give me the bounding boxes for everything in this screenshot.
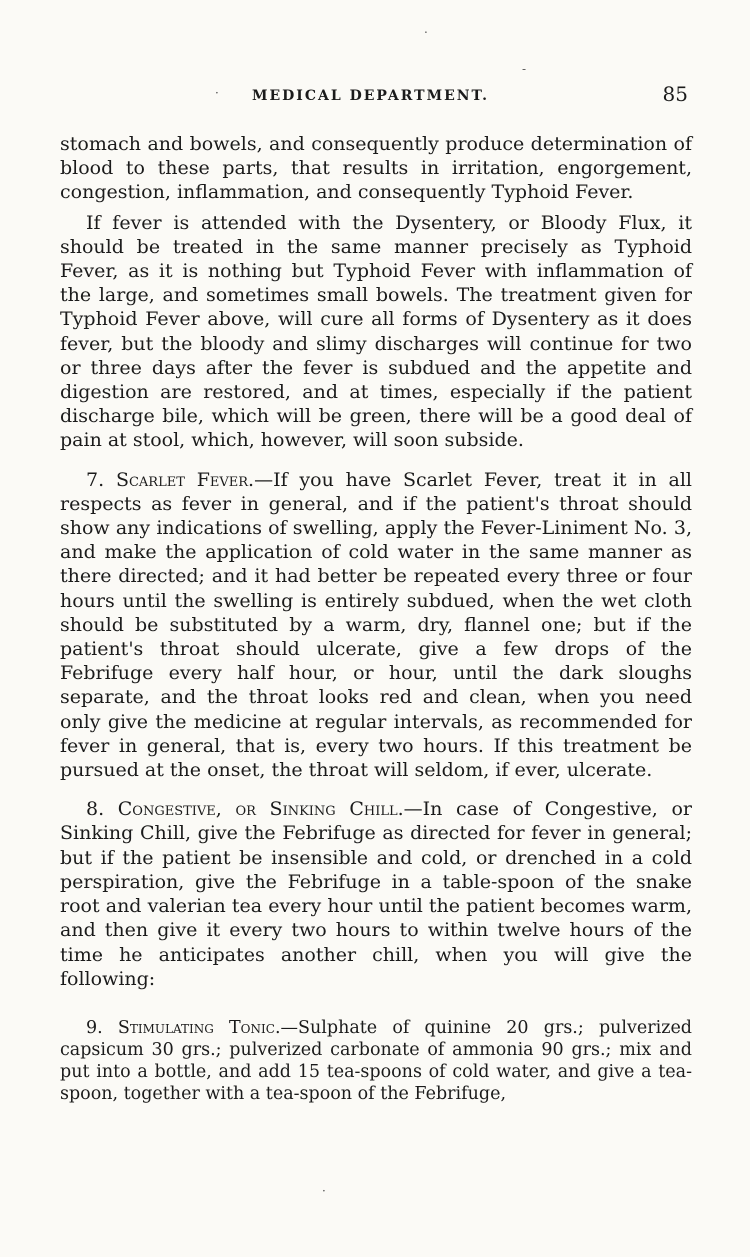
paragraph-text: stomach and bowels, and consequently produce determination of blood to these parts, that results in irritation, engorgement, congestion, inflammation, and consequently Typhoid Fever. [60, 133, 692, 204]
section-stimulating-tonic [60, 1017, 692, 1105]
book-page [60, 82, 692, 1105]
body-text [60, 132, 692, 1105]
paragraph-text: —Sulphate of quinine 20 grs.; pulverized capsicum 30 grs.; pulverized carbonate of ammonia 90 grs.; mix and put into a bottle, and add 15 tea-spoons of cold water, and give a tea-spoon, together with a tea-spoon of the Febrifuge, [60, 1017, 693, 1104]
paragraph-dysentery [60, 211, 692, 453]
running-head-title: MEDICAL DEPARTMENT. [252, 88, 490, 104]
speck-mark: · [215, 86, 219, 100]
section-heading: 9. Stimulating Tonic. [86, 1017, 281, 1038]
speck-mark: · [322, 1184, 326, 1198]
section-heading: 7. Scarlet Fever. [86, 468, 255, 491]
page-number: 85 [662, 82, 688, 106]
speck-mark: . [424, 22, 428, 36]
section-heading: 8. Congestive, or Sinking Chill. [86, 798, 404, 821]
paragraph-continuation [60, 132, 692, 205]
paragraph-text: —In case of Congestive, or Sinking Chill, give the Febrifuge as directed for fever in general; but if the patient be insensible and cold, or drenched in a cold perspiration, give the Febrifuge in a table-spoon of the snake root and valerian tea every hour until the patient becomes warm, and then give it every two hours to within twelve hours of the time he anticipates another chill, when you will give the following: [60, 798, 692, 990]
paragraph-text: —If you have Scarlet Fever, treat it in all respects as fever in general, and if the patient's throat should show any indications of swelling, apply the Fever-Liniment No. 3, and make the application of cold water in the same manner as there directed; and it had better be repeated every three or four hours until the swelling is entirely subdued, when the wet cloth should be substituted by a warm, dry, flannel one; but if the patient's throat should ulcerate, give a few drops of the Febrifuge every half hour, or hour, until the dark sloughs separate, and the throat looks red and clean, when you need only give the medicine at regular intervals, as recommended for fever in general, that is, every two hours. If this treatment be pursued at the onset, the throat will seldom, if ever, ulcerate. [60, 468, 692, 782]
speck-mark: - [522, 62, 527, 76]
paragraph-text: If fever is attended with the Dysentery, or Bloody Flux, it should be treated in the same manner precisely as Typhoid Fever, as it is nothing but Typhoid Fever with inflammation of the large, and sometimes small bowels. The treatment given for Typhoid Fever above, will cure all forms of Dysentery as it does fever, but the bloody and slimy discharges will continue for two or three days after the fever is subdued and the appetite and digestion are restored, and at times, especially if the patient discharge bile, which will be green, there will be a good deal of pain at stool, which, however, will soon subside. [60, 211, 692, 452]
section-congestive-chill [60, 797, 692, 991]
section-scarlet-fever [60, 468, 692, 783]
running-head [60, 82, 692, 112]
